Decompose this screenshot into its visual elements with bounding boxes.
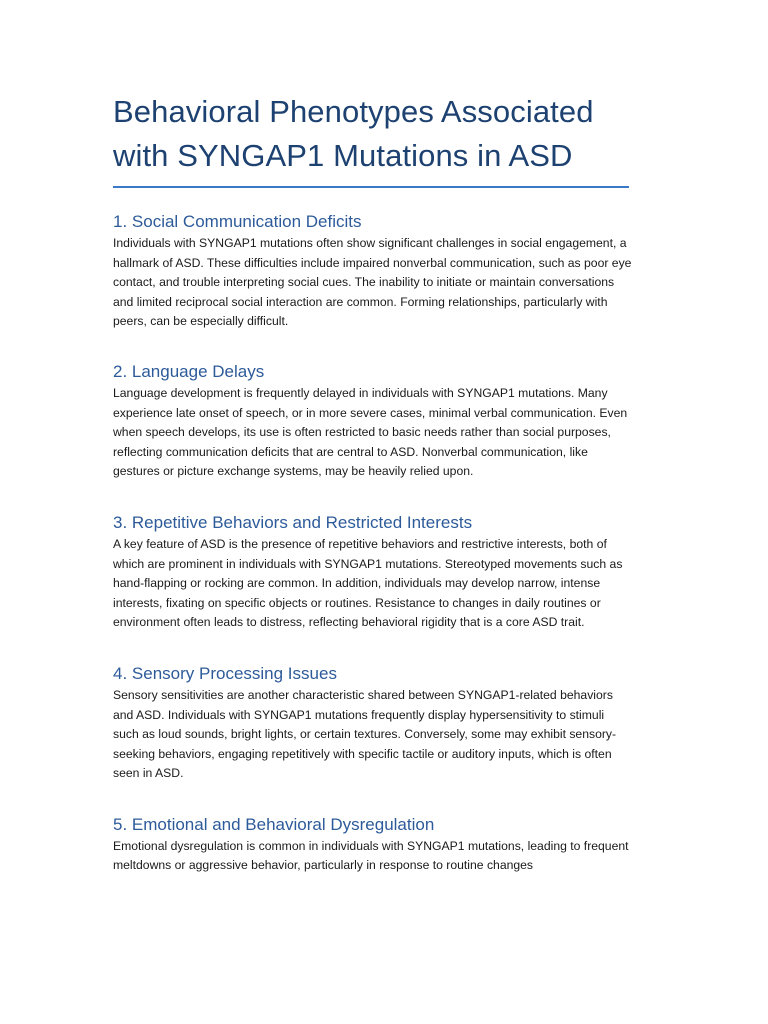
- section-heading: 4. Sensory Processing Issues: [113, 663, 337, 683]
- section-heading: 3. Repetitive Behaviors and Restricted Interests: [113, 512, 473, 532]
- section-body: Language development is frequently delayed in individuals with SYNGAP1 mutations. Many experience late onset of speech, or in more severe cases, minimal verbal communication. Even when speech develops, its use is often restricted to basic needs rather than social purposes, reflecting communication deficits that are central to ASD. Nonverbal communication, like gestures or picture exchange systems, may be heavily relied upon.: [113, 385, 628, 479]
- section-heading: 5. Emotional and Behavioral Dysregulation: [113, 814, 435, 834]
- section-heading: 1. Social Communication Deficits: [113, 212, 362, 231]
- section-heading: 2. Language Delays: [113, 361, 265, 381]
- section-body: Individuals with SYNGAP1 mutations often show significant challenges in social engagement, a hallmark of ASD. These difficulties include impaired nonverbal communication, such as poor eye contact, and trouble interpreting social cues. The inability to initiate or maintain conversations and limited reciprocal social interaction are common. Forming relationships, particularly with peers, can be especially difficult.: [113, 236, 632, 329]
- section-social-communication: [113, 211, 633, 332]
- section-sensory-processing: [113, 663, 633, 784]
- document-title: Behavioral Phenotypes Associated with SYNGAP1 Mutations in ASD: [113, 94, 594, 173]
- title-divider: [113, 186, 629, 188]
- section-body: Sensory sensitivities are another characteristic shared between SYNGAP1-related behaviors and ASD. Individuals with SYNGAP1 mutations frequently display hypersensitivity to stimuli such as loud sounds, bright lights, or certain textures. Conversely, some may exhibit sensory-seeking behaviors, engaging repetitively with specific tactile or auditory inputs, which is often seen in ASD.: [113, 687, 617, 781]
- section-body: Emotional dysregulation is common in individuals with SYNGAP1 mutations, leading to frequent meltdowns or aggressive behavior, particularly in response to routine changes: [113, 838, 629, 873]
- section-repetitive-behaviors: [113, 512, 633, 633]
- section-body: A key feature of ASD is the presence of repetitive behaviors and restrictive interests, both of which are prominent in individuals with SYNGAP1 mutations. Stereotyped movements such as hand-flapping or rocking are common. In addition, individuals may develop narrow, intense interests, fixating on specific objects or routines. Resistance to changes in daily routines or environment often leads to distress, reflecting behavioral rigidity that is a core ASD trait.: [113, 536, 623, 630]
- document-content: [113, 90, 633, 876]
- section-emotional-dysregulation: [113, 814, 633, 876]
- section-language-delays: [113, 361, 633, 482]
